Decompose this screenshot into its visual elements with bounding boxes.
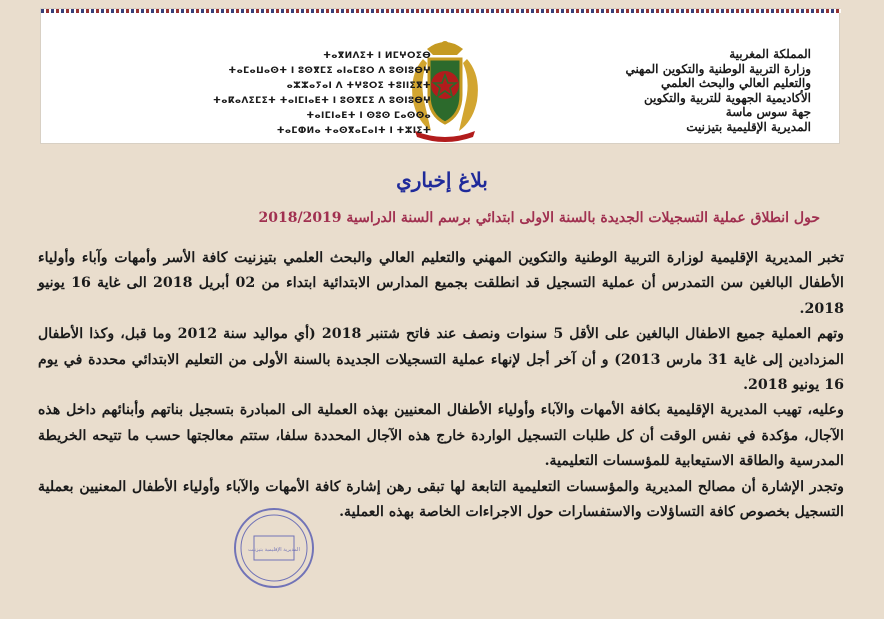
letterhead-line: المديرية الإقليمية بتيزنيت <box>686 119 811 134</box>
announcement-body <box>38 246 844 525</box>
letterhead-line: والتعليم العالي والبحث العلمي <box>660 76 811 90</box>
letterhead-line: ⵜⴰⴽⴰⴷⵉⵎⵉⵜ ⵜⴰⵏⵎⵏⴰⴹⵜ ⵏ ⵓⵙⴳⵎⵉ ⴷ ⵓⵙⵏⵓⴱⵖ <box>213 96 431 106</box>
letterhead-arabic <box>511 47 811 134</box>
letterhead-line: ⵜⴰⵏⵎⵏⴰⴹⵜ ⵏ ⵙⵓⵙ ⵎⴰⵙⵙⴰ <box>306 111 431 121</box>
letterhead-line: وزارة التربية الوطنية والتكوين المهني <box>625 61 811 76</box>
page-subtitle: حول انطلاق عملية التسجيلات الجديدة بالسنة الاولى ابتدائي برسم السنة الدراسية 2018/2019 <box>258 210 820 226</box>
letterhead-line: ⵜⴰⵎⵀⵍⴰ ⵜⴰⵙⴳⴰⵎⴰⵏⵜ ⵏ ⵜⵣⵏⵉⵜ <box>276 126 431 136</box>
stamp-text: المديرية الإقليمية بتيزنيت <box>248 547 300 553</box>
official-stamp-icon <box>232 506 316 590</box>
letterhead-line: الأكاديمية الجهوية للتربية والتكوين <box>644 90 811 105</box>
letterhead <box>40 8 840 144</box>
paragraph: وتهم العملية جميع الاطفال البالغين على الأقل 5 سنوات ونصف عند فاتح شتنبر 2018 (أي مواليد سنة 2012 وما قبل، وكذا الأطفال المزدادين إلى غاية 31 مارس 2013) و أن آخر أجل لإنهاء عملية التسجيلات الجديدة بالسنة الأولى من التعليم الابتدائي محددة في يوم 16 يونيو 2018. <box>38 326 845 394</box>
letterhead-tifinagh <box>191 49 431 139</box>
letterhead-line: ⵜⴰⵎⴰⵡⴰⵙⵜ ⵏ ⵓⵙⴳⵎⵉ ⴰⵏⴰⵎⵓⵔ ⴷ ⵓⵙⵏⵓⴱⵖ <box>228 66 431 76</box>
letterhead-stripe <box>41 9 841 13</box>
letterhead-line: ⴰⵣⵣⴰⵢⴰⵏ ⴷ ⵜⵖⵓⵔⵉ ⵜⵓⵏⵏⵉⴳⵜ <box>286 81 431 91</box>
letterhead-line: جهة سوس ماسة <box>725 105 811 119</box>
paragraph: وعليه، تهيب المديرية الإقليمية بكافة الأمهات والآباء وأولياء الأطفال المعنيين بهذه العملية الى المبادرة بتسجيل بناتهم وأبنائهم داخل هذه الآجال، مؤكدة في نفس الوقت أن كل طلبات التسجيل الواردة خارج هذه الآجال المحددة سلفا، ستتم معالجتها حسب ما تتيحه الخريطة المدرسية والطاقة الاستيعابية للمؤسسات التعليمية. <box>38 402 844 470</box>
paragraph: تخبر المديرية الإقليمية لوزارة التربية الوطنية والتكوين المهني والتعليم العالي والبحث العلمي بتيزنيت كافة الأسر وأمهات وآباء وأولياء الأطفال البالغين سن التمدرس أن عملية التسجيل قد انطلقت بجميع المدارس الابتدائية ابتداء من 02 أبريل 2018 الى غاية 16 يونيو 2018. <box>38 250 844 317</box>
letterhead-line: ⵜⴰⴳⵍⴷⵉⵜ ⵏ ⵍⵎⵖⵔⵉⴱ <box>323 51 431 61</box>
page-title: بلاغ إخباري <box>396 168 488 192</box>
letterhead-line: المملكة المغربية <box>729 47 811 61</box>
paragraph: وتجدر الإشارة أن مصالح المديرية والمؤسسات التعليمية التابعة لها تبقى رهن إشارة كافة الأمهات والآباء وأولياء الأطفال المعنيين بعملية التسجيل بخصوص كافة التساؤلات والاستفسارات حول الاجراءات الخاصة بهذه العملية. <box>38 478 844 521</box>
